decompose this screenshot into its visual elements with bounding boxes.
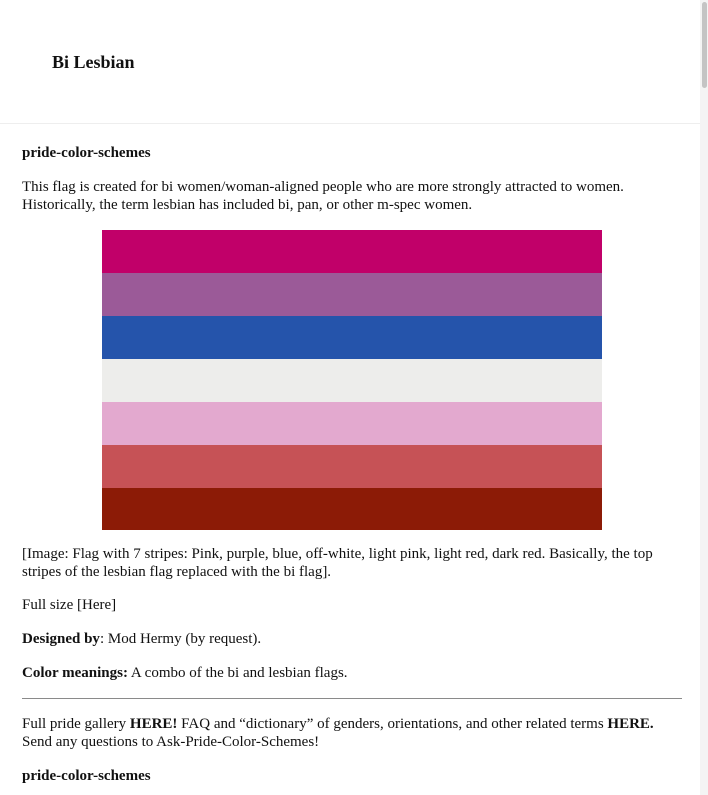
post-description: This flag is created for bi women/woman-aligned people who are more strongly attracted to women. Historically, the term lesbian has included bi, pan, or other m-spec women. (22, 179, 624, 213)
flag-stripe-blue (102, 316, 602, 359)
image-caption: [Image: Flag with 7 stripes: Pink, purple, blue, off-white, light pink, light red, dark red. Basically, the top stripes of the lesbian flag replaced with the bi flag]. (22, 546, 653, 580)
flag-stripe-off-white (102, 359, 602, 402)
flag-stripe-dark-red (102, 488, 602, 530)
full-size-link[interactable]: Full size [Here] (22, 597, 117, 613)
divider (22, 698, 682, 699)
post-title: Bi Lesbian (52, 52, 135, 72)
gallery-text (22, 715, 682, 751)
designed-by-value: : Mod Hermy (by request). (99, 631, 262, 647)
designed-by (22, 630, 682, 648)
gallery-prefix: Full pride gallery (22, 716, 130, 732)
flag-stripe-pink (102, 230, 602, 273)
flag-stripe-light-red (102, 445, 602, 488)
gallery-suffix: Send any questions to Ask-Pride-Color-Schemes! (22, 734, 320, 750)
scrollbar-thumb[interactable] (702, 2, 707, 88)
color-meanings (22, 664, 682, 682)
footer-blog-name-link[interactable]: pride-color-schemes (22, 768, 151, 784)
designed-by-label: Designed by (22, 631, 100, 647)
flag-stripe-purple (102, 273, 602, 316)
faq-link[interactable]: HERE. (607, 716, 654, 732)
scrollbar[interactable] (700, 0, 708, 795)
gallery-link[interactable]: HERE! (129, 716, 178, 732)
color-meanings-value: A combo of the bi and lesbian flags. (127, 665, 348, 681)
post-body (22, 144, 682, 785)
flag-stripe-light-pink (102, 402, 602, 445)
color-meanings-label: Color meanings: (22, 665, 128, 681)
gallery-middle: FAQ and “dictionary” of genders, orientations, and other related terms (177, 716, 608, 732)
flag-image[interactable] (102, 230, 602, 530)
blog-name-link[interactable]: pride-color-schemes (22, 145, 151, 161)
post-header (0, 0, 708, 124)
